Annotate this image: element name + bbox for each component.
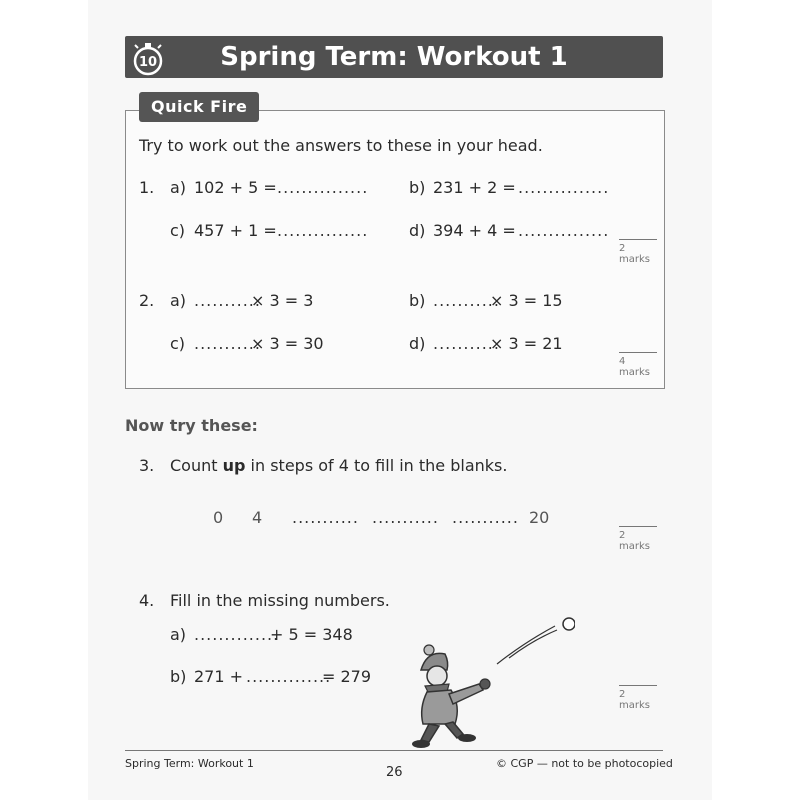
expression: = 279 — [322, 667, 372, 686]
title-banner — [125, 36, 663, 78]
answer-blank[interactable]: .............. — [246, 667, 332, 686]
question-number: 2. — [139, 291, 155, 310]
marks-rule — [619, 685, 657, 686]
sequence-blank[interactable]: ........... — [372, 508, 439, 527]
marks-label: 2 marks — [619, 243, 650, 265]
part-label: a) — [170, 178, 187, 197]
expression: + 5 = 348 — [270, 625, 353, 644]
emphasis-word: up — [222, 456, 246, 475]
question-text: Fill in the missing numbers. — [170, 591, 390, 610]
sequence-number: 20 — [529, 508, 550, 527]
part-label: c) — [170, 221, 186, 240]
expression: 457 + 1 = — [194, 221, 277, 240]
section-heading: Now try these: — [125, 416, 258, 435]
question-text — [170, 456, 507, 475]
marks-label: 2 marks — [619, 689, 650, 711]
part-label: b) — [409, 178, 426, 197]
answer-blank[interactable]: ........... — [433, 334, 500, 353]
page-number: 26 — [386, 765, 403, 780]
part-label: c) — [170, 334, 186, 353]
sequence-blank[interactable]: ........... — [452, 508, 519, 527]
marks-rule — [619, 352, 657, 353]
answer-blank[interactable]: .............. — [194, 625, 280, 644]
stopwatch-icon — [131, 42, 165, 76]
expression: 271 + — [194, 667, 244, 686]
expression: 102 + 5 = — [194, 178, 277, 197]
part-label: b) — [409, 291, 426, 310]
part-label: a) — [170, 291, 187, 310]
part-label: d) — [409, 221, 426, 240]
answer-blank[interactable]: ............... — [518, 221, 610, 240]
question-number: 1. — [139, 178, 155, 197]
footer-copyright: © CGP — not to be photocopied — [496, 757, 673, 770]
text-part: in steps of 4 to fill in the blanks. — [245, 456, 508, 475]
marks-rule — [619, 239, 657, 240]
question-number: 3. — [139, 456, 155, 475]
expression: × 3 = 30 — [251, 334, 324, 353]
page-title: Spring Term: Workout 1 — [220, 42, 568, 72]
answer-blank[interactable]: ............... — [277, 221, 369, 240]
part-label: b) — [170, 667, 187, 686]
question-number: 4. — [139, 591, 155, 610]
quick-fire-tab: Quick Fire — [139, 92, 259, 122]
answer-blank[interactable]: ........... — [194, 334, 261, 353]
expression: 394 + 4 = — [433, 221, 516, 240]
sequence-number: 0 — [213, 508, 224, 527]
boy-throwing-snowball-illustration — [405, 612, 575, 752]
part-label: d) — [409, 334, 426, 353]
part-label: a) — [170, 625, 187, 644]
marks-label: 4 marks — [619, 356, 650, 378]
sequence-number: 4 — [252, 508, 263, 527]
text-part: Count — [170, 456, 223, 475]
timer-minutes: 10 — [138, 55, 158, 70]
answer-blank[interactable]: ............... — [518, 178, 610, 197]
answer-blank[interactable]: ............... — [277, 178, 369, 197]
expression: × 3 = 15 — [490, 291, 563, 310]
expression: 231 + 2 = — [433, 178, 516, 197]
marks-label: 2 marks — [619, 530, 650, 552]
answer-blank[interactable]: ........... — [194, 291, 261, 310]
expression: × 3 = 3 — [251, 291, 314, 310]
footer-rule — [125, 750, 663, 751]
sequence-blank[interactable]: ........... — [292, 508, 359, 527]
marks-rule — [619, 526, 657, 527]
expression: × 3 = 21 — [490, 334, 563, 353]
quick-fire-instruction: Try to work out the answers to these in your head. — [139, 136, 543, 155]
footer-left-text: Spring Term: Workout 1 — [125, 757, 254, 770]
answer-blank[interactable]: ........... — [433, 291, 500, 310]
